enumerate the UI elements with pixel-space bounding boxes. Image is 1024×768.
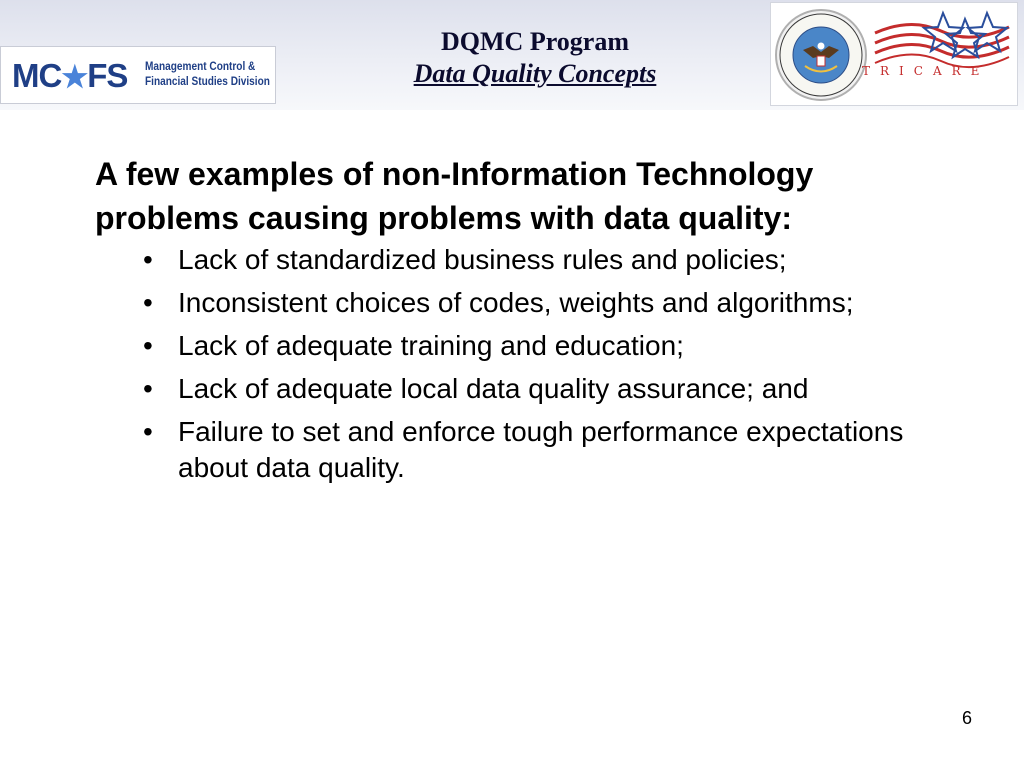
list-item [143,285,918,321]
slide-heading: A few examples of non-Information Technology problems causing problems with data quality: [95,156,814,236]
slide-content [95,152,955,493]
mcfs-logo-mark: MC★FS [12,57,128,94]
slide-title [340,26,730,90]
bullet-icon: • [143,330,153,361]
star-icon: ★ [61,61,88,94]
list-item [143,371,918,407]
list-item [143,242,918,278]
bullet-text: Lack of adequate training and education; [178,330,684,361]
mcfs-logo-text [145,59,270,89]
bullet-text: Failure to set and enforce tough performance expectations about data quality. [178,416,904,483]
bullet-text: Lack of standardized business rules and policies; [178,244,787,275]
bullet-icon: • [143,416,153,447]
bullet-list [95,242,955,486]
program-title: DQMC Program [441,27,629,56]
bullet-text: Inconsistent choices of codes, weights and algorithms; [178,287,854,318]
list-item [143,414,918,486]
program-subtitle: Data Quality Concepts [413,59,657,88]
tricare-wordmark: TRICARE [862,64,990,78]
list-item [143,328,918,364]
tricare-logo [770,2,1018,106]
mcfs-logo-line1: Management Control & [145,59,256,73]
mcfs-logo-line2: Financial Studies Division [145,74,270,88]
bullet-text: Lack of adequate local data quality assurance; and [178,373,809,404]
bullet-icon: • [143,287,153,318]
bullet-icon: • [143,373,153,404]
mcfs-logo [0,46,276,104]
page-number: 6 [961,708,972,728]
bullet-icon: • [143,244,153,275]
department-of-defense-seal-icon [776,10,866,100]
tricare-flag-icon [875,13,1009,67]
